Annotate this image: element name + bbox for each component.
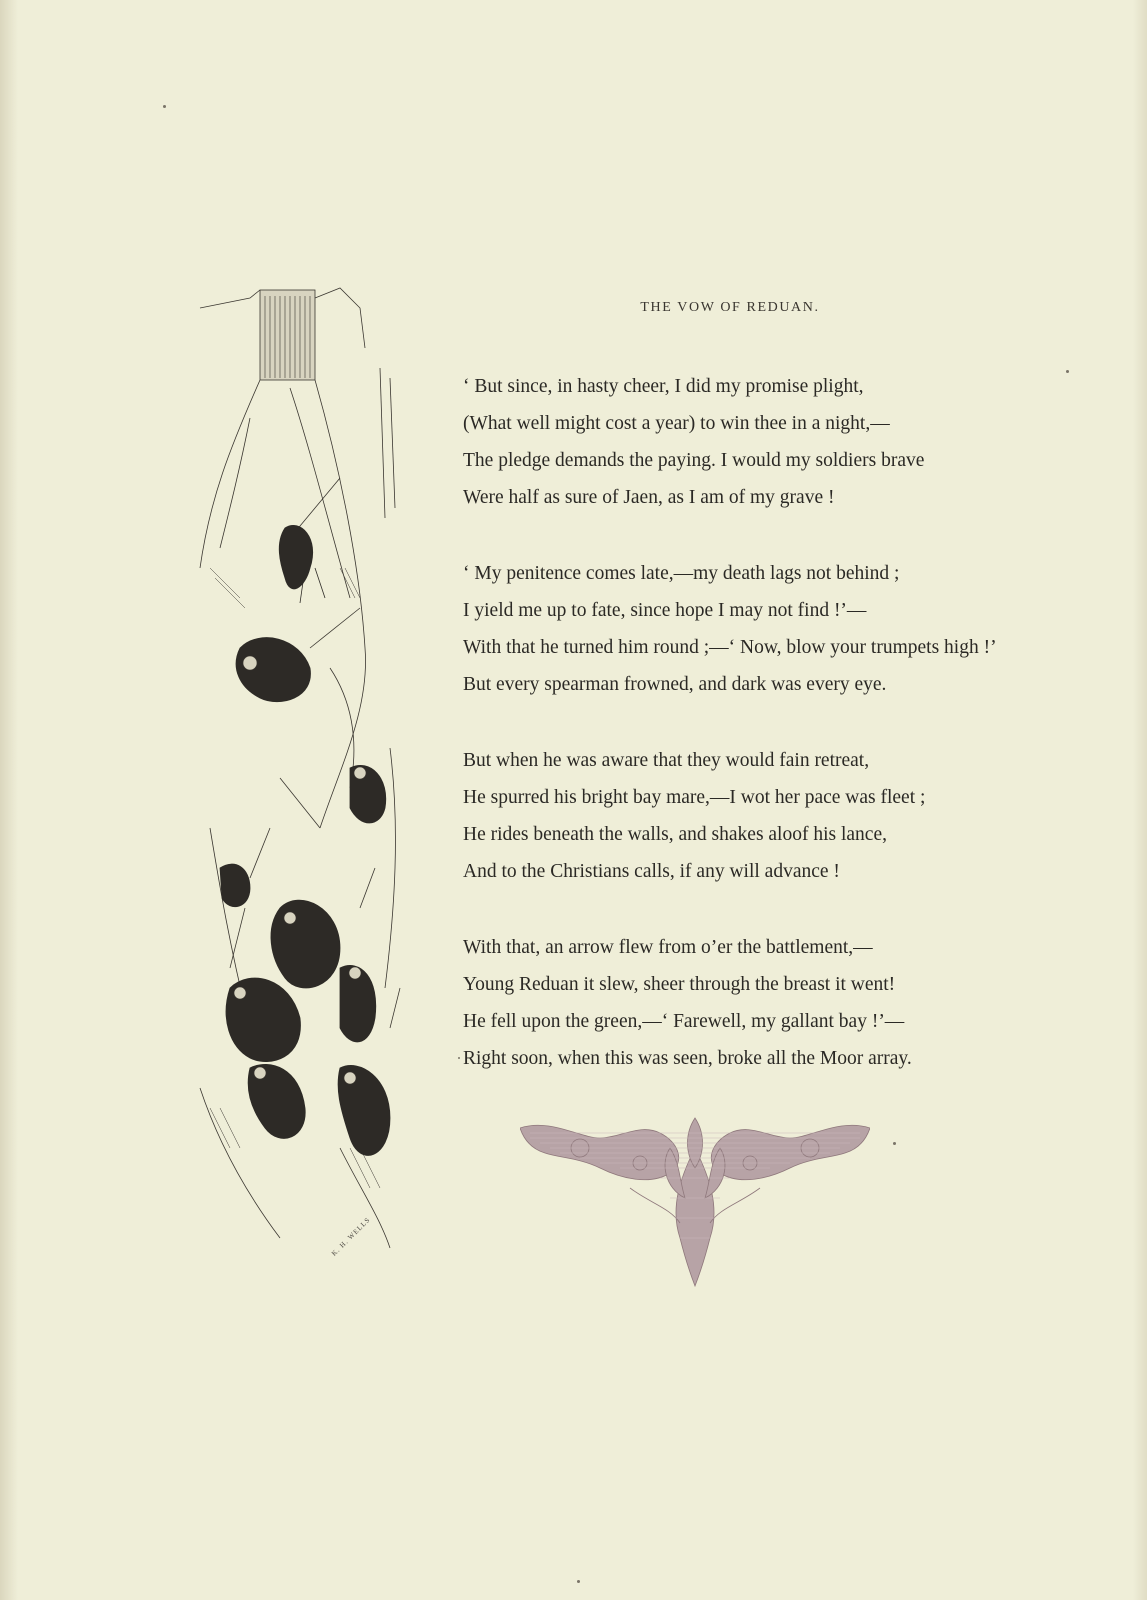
poem-line: But when he was aware that they would fain retreat,	[463, 750, 870, 771]
poem-line: But every spearman frowned, and dark was every eye.	[463, 674, 887, 695]
paper-speck	[163, 105, 166, 108]
paper-speck	[577, 1580, 580, 1583]
poem-body	[463, 368, 1103, 1116]
stanza	[463, 368, 1103, 516]
poem-line: He rides beneath the walls, and shakes aloof his lance,	[463, 824, 887, 845]
poem-line: With that he turned him round ;—‘ Now, blow your trumpets high !’	[463, 637, 997, 658]
poem-line: (What well might cost a year) to win thee in a night,—	[463, 413, 890, 434]
poem-line: Right soon, when this was seen, broke all the Moor array.	[463, 1048, 912, 1069]
paper-speck	[893, 1142, 896, 1145]
poem-line: He fell upon the green,—‘ Farewell, my gallant bay !’—	[463, 1011, 905, 1032]
poem-line: ‘ My penitence comes late,—my death lags not behind ;	[463, 563, 900, 584]
engraving-illustration-icon	[190, 268, 430, 1278]
poem-line: The pledge demands the paying. I would my soldiers brave	[463, 450, 925, 471]
stanza	[463, 555, 1103, 703]
paper-speck	[1066, 370, 1069, 373]
poem-line: With that, an arrow flew from o’er the battlement,—	[463, 937, 873, 958]
poem-line: Were half as sure of Jaen, as I am of my grave !	[463, 487, 835, 508]
page-title: THE VOW OF REDUAN.	[640, 300, 820, 315]
poem-line: And to the Christians calls, if any will advance !	[463, 861, 840, 882]
poem-line: ‘ But since, in hasty cheer, I did my promise plight,	[463, 376, 864, 397]
stanza	[463, 742, 1103, 890]
poem-line: Young Reduan it slew, sheer through the breast it went!	[463, 974, 896, 995]
fleur-de-lis-tailpiece-icon	[520, 1108, 870, 1288]
paper-speck	[458, 1057, 460, 1059]
stanza	[463, 929, 1103, 1077]
poem-line: He spurred his bright bay mare,—I wot her pace was fleet ;	[463, 787, 926, 808]
poem-line: I yield me up to fate, since hope I may not find !’—	[463, 600, 867, 621]
illustrator-signature: K. H. WELLS	[330, 1215, 372, 1258]
